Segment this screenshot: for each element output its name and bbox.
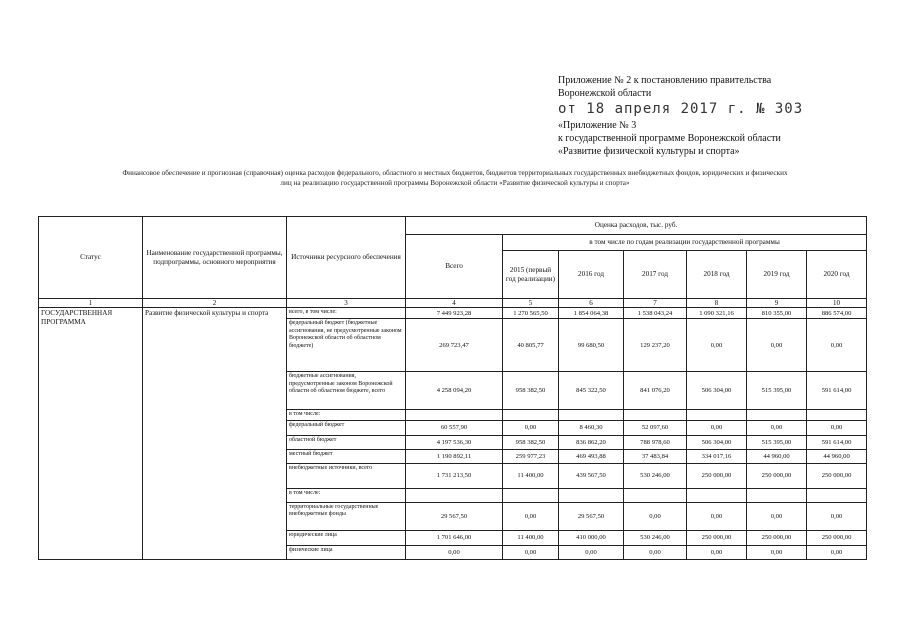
value-cell: 836 862,20: [559, 435, 624, 449]
value-cell: 0,00: [687, 545, 747, 559]
header-total: Всего: [406, 235, 503, 299]
value-cell: 7 449 923,28: [406, 308, 503, 319]
value-cell: 0,00: [406, 545, 503, 559]
value-cell: 60 557,90: [406, 420, 503, 435]
value-cell: 788 978,60: [624, 435, 687, 449]
value-cell: 0,00: [559, 545, 624, 559]
value-cell: 37 483,84: [624, 449, 687, 463]
value-cell: 1 190 892,11: [406, 449, 503, 463]
value-cell: 0,00: [747, 502, 807, 530]
value-cell: 1 090 321,16: [687, 308, 747, 319]
value-cell: 259 977,23: [503, 449, 559, 463]
source-cell: областной бюджет: [287, 435, 406, 449]
value-cell: 506 304,00: [687, 372, 747, 410]
column-number: 6: [559, 299, 624, 308]
value-cell: [747, 488, 807, 502]
date-stamp: от 18 апреля 2017 г. № 303: [558, 101, 804, 117]
value-cell: 52 097,60: [624, 420, 687, 435]
source-cell: местный бюджет: [287, 449, 406, 463]
value-cell: 469 493,88: [559, 449, 624, 463]
column-number-row: [39, 299, 867, 308]
column-number: 10: [807, 299, 867, 308]
value-cell: 129 237,20: [624, 319, 687, 372]
header-year-2015: 2015 (первый год реализации): [503, 251, 559, 299]
value-cell: 99 680,50: [559, 319, 624, 372]
value-cell: 1 538 043,24: [624, 308, 687, 319]
value-cell: 530 246,00: [624, 530, 687, 545]
source-cell: всего, в том числе:: [287, 308, 406, 319]
value-cell: 1 701 646,00: [406, 530, 503, 545]
value-cell: 0,00: [807, 319, 867, 372]
source-cell: юридические лица: [287, 530, 406, 545]
header-estimate: Оценка расходов, тыс. руб.: [406, 217, 867, 235]
value-cell: 250 000,00: [687, 530, 747, 545]
value-cell: 810 355,00: [747, 308, 807, 319]
value-cell: 515 395,00: [747, 435, 807, 449]
value-cell: [406, 410, 503, 421]
value-cell: 29 567,50: [406, 502, 503, 530]
column-number: 5: [503, 299, 559, 308]
value-cell: 958 382,50: [503, 435, 559, 449]
appendix-line-4: к государственной программе Воронежской области: [558, 133, 781, 144]
source-cell: бюджетные ассигнования, предусмотренные законом Воронежской области об областном бюджете, всего: [287, 372, 406, 410]
column-number: 9: [747, 299, 807, 308]
financing-table: [38, 216, 867, 560]
source-cell: физические лица: [287, 545, 406, 559]
value-cell: 0,00: [624, 545, 687, 559]
value-cell: 0,00: [503, 545, 559, 559]
value-cell: 40 805,77: [503, 319, 559, 372]
value-cell: 4 258 094,20: [406, 372, 503, 410]
value-cell: [624, 410, 687, 421]
value-cell: [624, 488, 687, 502]
source-cell: федеральный бюджет (бюджетные ассигнования, не предусмотренные законом Воронежской области об областном бюджете): [287, 319, 406, 372]
header-year-2016: 2016 год: [559, 251, 624, 299]
value-cell: [503, 488, 559, 502]
value-cell: [747, 410, 807, 421]
value-cell: [406, 488, 503, 502]
value-cell: 250 000,00: [807, 530, 867, 545]
value-cell: 439 567,50: [559, 463, 624, 488]
column-number: 1: [39, 299, 143, 308]
title-line-2: лиц на реализацию государственной программы Воронежской области «Развитие физической культуры и спорта»: [280, 179, 630, 187]
header-status: Статус: [39, 217, 143, 299]
value-cell: 0,00: [807, 545, 867, 559]
value-cell: 0,00: [747, 319, 807, 372]
value-cell: [807, 410, 867, 421]
source-cell: в том числе:: [287, 410, 406, 421]
value-cell: 0,00: [503, 420, 559, 435]
appendix-line-5: «Развитие физической культуры и спорта»: [558, 146, 740, 157]
value-cell: 0,00: [687, 319, 747, 372]
source-cell: в том числе:: [287, 488, 406, 502]
value-cell: 515 395,00: [747, 372, 807, 410]
value-cell: 269 723,47: [406, 319, 503, 372]
value-cell: 11 400,00: [503, 463, 559, 488]
header-by-years: в том числе по годам реализации государственной программы: [503, 235, 867, 251]
value-cell: 0,00: [687, 502, 747, 530]
value-cell: [503, 410, 559, 421]
value-cell: 591 614,00: [807, 372, 867, 410]
value-cell: [807, 488, 867, 502]
value-cell: 1 270 565,50: [503, 308, 559, 319]
value-cell: 1 854 064,38: [559, 308, 624, 319]
header-year-2017: 2017 год: [624, 251, 687, 299]
value-cell: 250 000,00: [807, 463, 867, 488]
value-cell: [559, 410, 624, 421]
status-cell: ГОСУДАРСТВЕННАЯ ПРОГРАММА: [39, 308, 143, 560]
value-cell: 4 197 536,30: [406, 435, 503, 449]
value-cell: 530 246,00: [624, 463, 687, 488]
value-cell: 410 000,00: [559, 530, 624, 545]
appendix-header: [558, 74, 878, 158]
value-cell: 845 322,50: [559, 372, 624, 410]
document-title: [30, 168, 880, 188]
value-cell: 250 000,00: [747, 530, 807, 545]
appendix-line-1: Приложение № 2 к постановлению правительства: [558, 75, 772, 86]
appendix-line-3: «Приложение № 3: [558, 120, 637, 131]
value-cell: [687, 488, 747, 502]
value-cell: 0,00: [807, 420, 867, 435]
value-cell: 44 960,00: [747, 449, 807, 463]
column-number: 3: [287, 299, 406, 308]
value-cell: 250 000,00: [687, 463, 747, 488]
value-cell: 1 731 213,50: [406, 463, 503, 488]
header-sources: Источники ресурсного обеспечения: [287, 217, 406, 299]
source-cell: территориальные государственные внебюджетные фонды: [287, 502, 406, 530]
value-cell: 0,00: [747, 545, 807, 559]
column-number: 8: [687, 299, 747, 308]
column-number: 7: [624, 299, 687, 308]
value-cell: [559, 488, 624, 502]
value-cell: 250 000,00: [747, 463, 807, 488]
value-cell: 11 400,00: [503, 530, 559, 545]
value-cell: [687, 410, 747, 421]
header-year-2020: 2020 год: [807, 251, 867, 299]
appendix-line-2: Воронежской области: [558, 88, 652, 99]
source-cell: внебюджетные источники, всего: [287, 463, 406, 488]
value-cell: 0,00: [624, 502, 687, 530]
program-name-cell: Развитие физической культуры и спорта: [143, 308, 287, 560]
value-cell: 29 567,50: [559, 502, 624, 530]
header-year-2019: 2019 год: [747, 251, 807, 299]
value-cell: 0,00: [503, 502, 559, 530]
value-cell: 334 017,16: [687, 449, 747, 463]
title-line-1: Финансовое обеспечение и прогнозная (справочная) оценка расходов федерального, областного и местных бюджетов, бюджетов территориальных государственных внебюджетных фондов, юридических и физических: [122, 169, 788, 177]
value-cell: 0,00: [747, 420, 807, 435]
value-cell: 886 574,00: [807, 308, 867, 319]
value-cell: 0,00: [687, 420, 747, 435]
value-cell: 44 960,00: [807, 449, 867, 463]
value-cell: 8 460,30: [559, 420, 624, 435]
column-number: 4: [406, 299, 503, 308]
value-cell: 591 614,00: [807, 435, 867, 449]
value-cell: 841 076,20: [624, 372, 687, 410]
value-cell: 958 382,50: [503, 372, 559, 410]
source-cell: федеральный бюджет: [287, 420, 406, 435]
header-year-2018: 2018 год: [687, 251, 747, 299]
table-row: [39, 308, 867, 319]
header-program-name: Наименование государственной программы, подпрограммы, основного мероприятия: [143, 217, 287, 299]
column-number: 2: [143, 299, 287, 308]
value-cell: 0,00: [807, 502, 867, 530]
value-cell: 506 304,00: [687, 435, 747, 449]
